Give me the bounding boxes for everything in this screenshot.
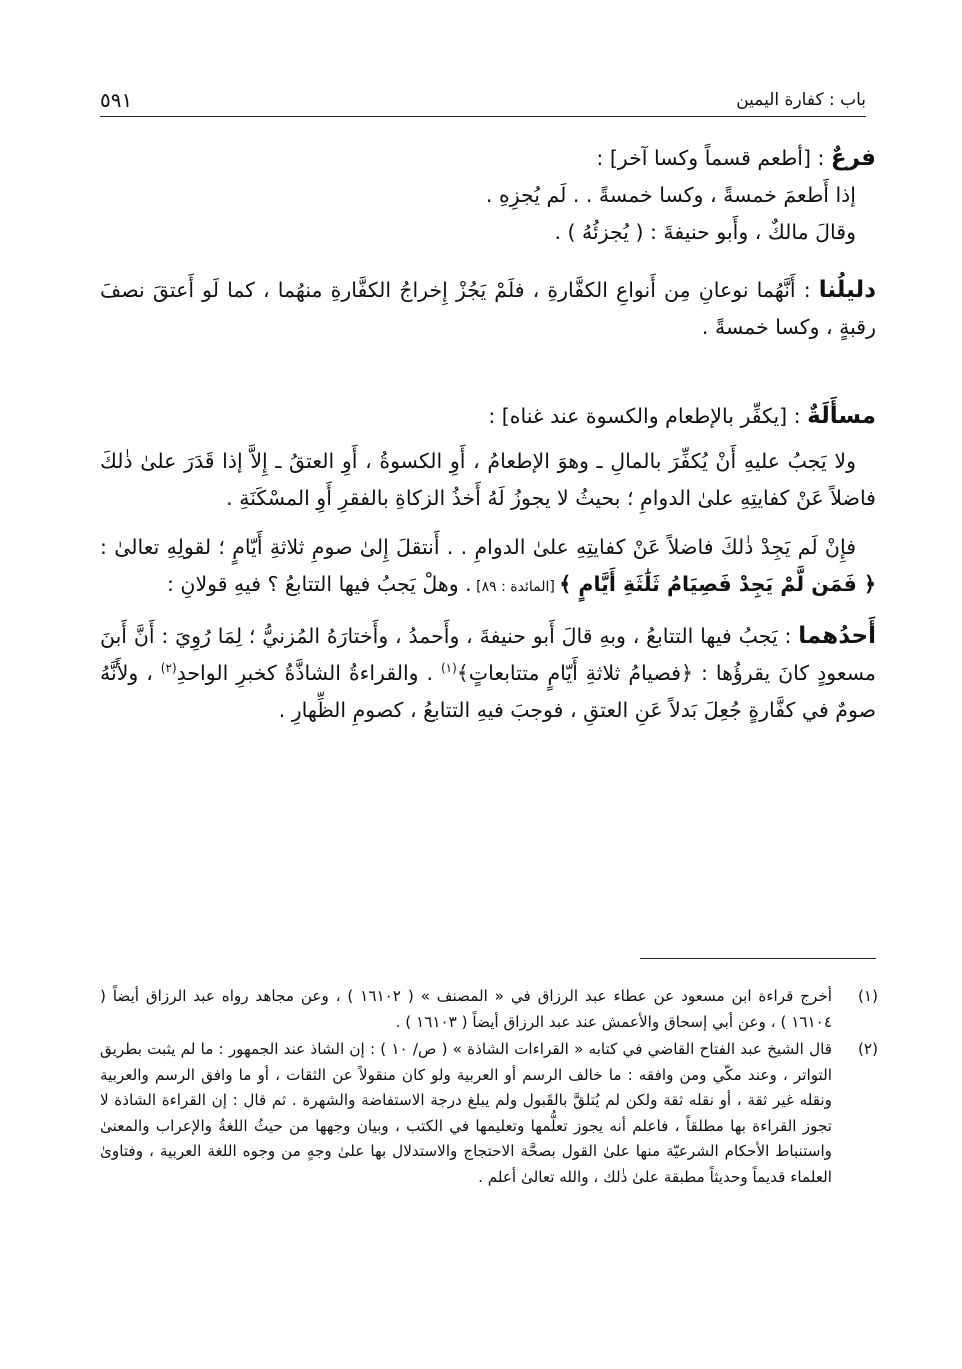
footnote-ref-2[interactable]: (٢) xyxy=(160,661,177,676)
dalil-label: دليلُنا xyxy=(818,277,876,303)
chapter-title: باب : كفارة اليمين xyxy=(736,90,866,110)
ahad-text-b: . والقراءةُ الشاذَّةُ كخبرِ الواحدِ xyxy=(176,661,441,685)
far-heading xyxy=(100,140,876,177)
spacer xyxy=(100,606,876,618)
dalil-text: : أَنَّهُما نوعانِ مِن أَنواعِ الكفَّارةِ ، فلَمْ يَجُزْ إِخراجُ الكفَّارةِ منهُما ، كما لَو أَعتقَ نصفَ رقبةٍ ، وكسا خمسةً . xyxy=(100,278,876,339)
footnote-1 xyxy=(100,984,878,1035)
ahad-text-c: ، ولأَنَّهُ صومٌ في كفَّارةٍ جُعِلَ بَدلاً عَنِ العتقِ ، فوجبَ فيهِ التتابعُ ، كصومِ الظِّهارِ . xyxy=(100,661,876,722)
page-number: ٥٩١ xyxy=(100,88,133,112)
page-header xyxy=(100,84,866,117)
ahad-text-a: : يَجبُ فيها التتابعُ ، وبهِ قالَ أَبو حنيفةَ ، وأَحمدُ ، وأَختارَهُ المُزنيُّ ؛ لِمَا رُوِيَ : أَنَّ أَبنَ مسعودٍ كانَ يقرؤُها : ﴿فصيامُ ثلاثةِ أَيّامٍ متتابعاتٍ﴾ xyxy=(100,624,876,685)
quran-verse: ﴿ فَمَن لَّمْ يَجِدْ فَصِيَامُ ثَلَٰثَةِ أَيَّامٍ ﴾ xyxy=(559,572,876,596)
paragraph-3: ولا يَجبُ عليهِ أَنْ يُكفِّرَ بالمالِ ـ وهوَ الإطعامُ ، أَوِ الكسوةُ ، أَوِ العتقُ ـ إِلاَّ إذا قَدَرَ علىٰ ذٰلكَ فاضلاً عَنْ كفايتِهِ علىٰ الدوامِ ؛ بحيثُ لا يجوزُ لَهُ أَخذُ الزكاةِ بالفقرِ أَوِ المسْكَنَةِ . xyxy=(100,449,876,510)
far-title: : [أطعم قسماً وكسا آخر] : xyxy=(596,146,831,170)
dalil-paragraph xyxy=(100,272,876,346)
footnote-number: (١) xyxy=(857,987,878,1005)
footnote-number: (٢) xyxy=(857,1040,878,1058)
paragraph-1: إذا أَطعمَ خمسةً ، وكسا خمسةً . . لَم يُجزِهِ . xyxy=(485,183,856,207)
ahad-paragraph xyxy=(100,618,876,729)
verse-reference: [المائدة : ٨٩] xyxy=(471,579,560,595)
footnote-text: قال الشيخ عبد الفتاح القاضي في كتابه « القراءات الشاذة » ( ص/ ١٠ ) : إن الشاذ عند الجمهور : ما لم يثبت بطريق التواتر ، وعند مكّي ومن وافقه : ما خالف الرسم أو العربية ولو كان منقولاً عن الثقات ، أو ما وافق الرسم والعربية ونقله غير ثقة ، أو نقله ثقة ولكن لم يُتلقَّ بالقَبول ولم يبلغ درجة الاستفاضة والشهرة . ثم قال : إن القراءة الشاذة لا تجوز القراءة بها مطلقاً ، فاعلم أنه يجوز تعلُّمها وتعليمها في الكتب ، وبيان وجهها من حيثُ اللغةُ والإعراب والمعنىٰ واستنباط الأحكام الشرعيّة منها علىٰ القول بصحَّة الاحتجاج والاستدلال بها علىٰ وجهٍ من وجوه اللغة العربية ، وفتاوىٰ العلماء قديماً وحديثاً مطبقة علىٰ ذٰلك ، والله تعالىٰ أعلم . xyxy=(100,1040,832,1186)
p4-text-a: فإِنْ لَم يَجِدْ ذٰلكَ فاضلاً عَنْ كفايتِهِ علىٰ الدوامِ . . أَنتقلَ إِلىٰ صومِ ثلاثةِ أَيّامٍ ؛ لقولِهِ تعالىٰ : xyxy=(100,535,856,559)
p4-text-b: . وهلْ يَجبُ فيها التتابعُ ؟ فيهِ قولانِ : xyxy=(166,572,472,596)
footnote-text: أخرج قراءة ابن مسعود عن عطاء عبد الرزاق في « المصنف » ( ١٦١٠٢ ) ، وعن مجاهد رواه عبد الرزاق أيضاً ( ١٦١٠٤ ) ، وعن أبي إسحاق والأعمش عند عبد الرزاق أيضاً ( ١٦١٠٣ ) . xyxy=(100,987,832,1031)
main-text xyxy=(100,140,876,729)
masala-title: : [يكفِّر بالإطعام والكسوة عند غناه] : xyxy=(488,404,808,428)
paragraph-4 xyxy=(100,529,876,606)
footnote-2 xyxy=(100,1037,878,1190)
far-label: فرعٌ xyxy=(830,145,876,171)
footnotes xyxy=(100,984,878,1192)
spacer xyxy=(100,346,876,398)
spacer xyxy=(100,251,876,272)
masala-label: مسأَلَةٌ xyxy=(807,403,876,429)
spacer xyxy=(100,435,876,443)
spacer xyxy=(100,517,876,529)
footnote-ref-1[interactable]: (١) xyxy=(440,661,457,676)
footnote-separator xyxy=(640,958,876,959)
paragraph-2: وقالَ مالكٌ ، وأَبو حنيفةَ : ( يُجزئُهُ ) . xyxy=(554,220,856,244)
ahad-label: أَحدُهما xyxy=(798,623,876,649)
masala-heading xyxy=(100,398,876,435)
